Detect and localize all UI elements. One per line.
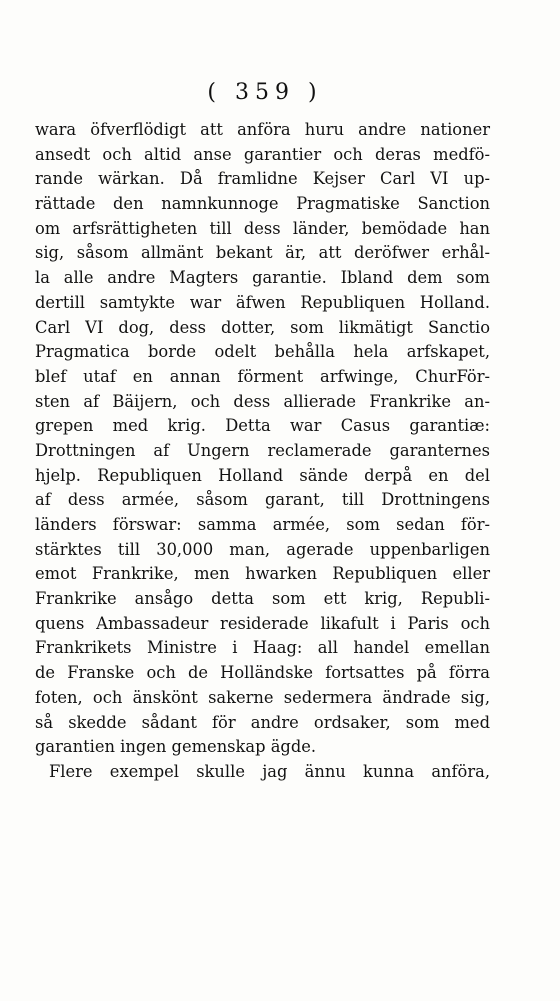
text-line: emot Frankrike, men hwarken Republiquen eller (35, 564, 490, 584)
text-line: foten, och änskönt sakerne sedermera ändrade sig, (35, 687, 490, 707)
text-line: Flere exempel skulle jag ännu kunna anföra, (49, 761, 490, 781)
text-line: la alle andre Magters garantie. Ibland dem som (35, 268, 490, 288)
text-line: Pragmatica borde odelt behålla hela arfskapet, (35, 342, 490, 362)
text-line: rande wärkan. Då framlidne Kejser Carl VI up- (35, 169, 490, 189)
text-line: om arfsrättigheten till dess länder, bemödade han (35, 218, 490, 238)
text-line: Frankrikets Ministre i Haag: all handel emellan (35, 638, 490, 658)
text-line: rättade den namnkunnoge Pragmatiske Sanction (35, 194, 490, 214)
text-line: grepen med krig. Detta war Casus garantiæ: (35, 416, 490, 436)
text-line: sten af Bäijern, och dess allierade Frankrike an- (35, 391, 490, 411)
body-text (35, 118, 490, 785)
text-line: Drottningen af Ungern reclamerade garanternes (35, 440, 490, 460)
page-number: ( 359 ) (207, 80, 323, 105)
text-line: sig, såsom allmänt bekant är, att deröfwer erhål- (35, 243, 490, 263)
text-line: wara öfverflödigt att anföra huru andre nationer (35, 120, 490, 139)
text-line: ansedt och altid anse garantier och deras medfö- (35, 144, 490, 164)
text-line: dertill samtykte war äfwen Republiquen Holland. (35, 292, 490, 312)
text-line: garantien ingen gemenskap ägde. (35, 737, 317, 757)
text-line: af dess armée, såsom garant, till Drottningens (35, 490, 490, 510)
text-line: de Franske och de Holländske fortsattes på förra (35, 663, 490, 683)
text-line: quens Ambassadeur residerade likafult i Paris och (35, 613, 490, 633)
text-line: blef utaf en annan förment arfwinge, ChurFör- (35, 366, 490, 386)
text-line: hjelp. Republiquen Holland sände derpå en del (35, 465, 490, 485)
text-line: så skedde sådant för andre ordsaker, som med (35, 712, 490, 732)
text-line: länders förswar: samma armée, som sedan för- (35, 515, 490, 534)
text-line: Frankrike ansågo detta som ett krig, Republi- (35, 589, 490, 609)
text-line: Carl VI dog, dess dotter, som likmätigt Sanctio (35, 317, 490, 337)
text-line: stärktes till 30,000 man, agerade uppenbarligen (35, 539, 490, 559)
